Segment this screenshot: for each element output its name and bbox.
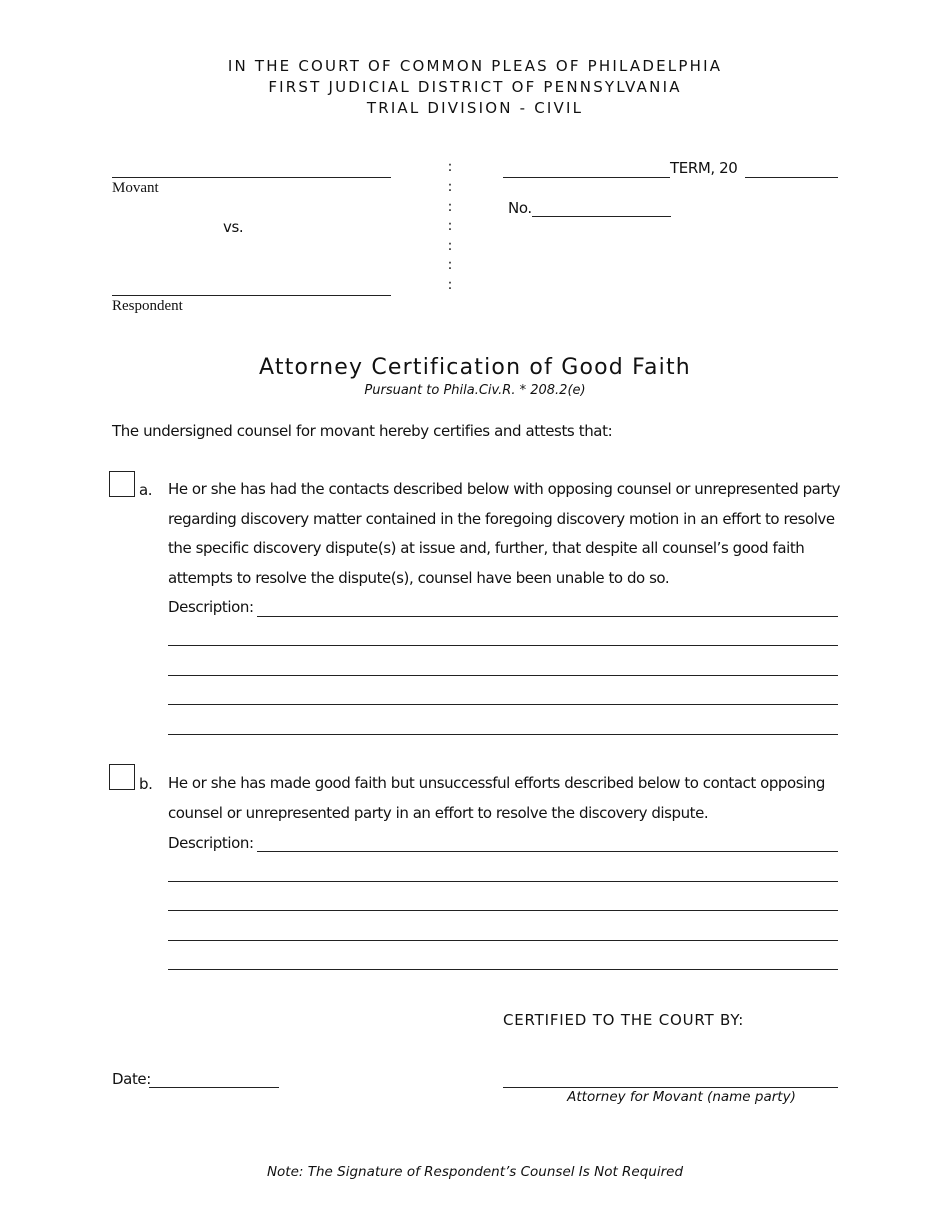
option-b-description-label: Description:: [168, 834, 254, 852]
option-a-description-line[interactable]: [257, 616, 838, 617]
district-line: FIRST JUDICIAL DISTRICT OF PENNSYLVANIA: [268, 78, 682, 96]
option-a-text: He or she has had the contacts described below with opposing counsel or unrepresented party regarding discovery matter contained in the foregoing discovery motion in an effort to resolve the specific discovery dispute(s) at issue and, further, that despite all counsel’s good faith attempts to resolve the dispute(s), counsel have been unable to do so.: [168, 480, 840, 587]
option-b-text: He or she has made good faith but unsuccessful efforts described below to contact opposing counsel or unrepresented party in an effort to resolve the discovery dispute.: [168, 774, 825, 822]
form-subtitle: Pursuant to Phila.Civ.R. * 208.2(e): [364, 383, 586, 398]
option-b-description-line[interactable]: [168, 969, 838, 970]
respondent-field[interactable]: [112, 277, 391, 296]
movant-label: Movant: [112, 180, 159, 196]
term-month-field[interactable]: [503, 159, 670, 178]
court-name-line: IN THE COURT OF COMMON PLEAS OF PHILADELPHIA: [227, 57, 723, 75]
caption-colon: :: [447, 218, 453, 234]
caption-colon: :: [447, 277, 453, 293]
option-a-description-line[interactable]: [168, 675, 838, 676]
date-field[interactable]: [149, 1069, 279, 1088]
caption-colon: :: [447, 179, 453, 195]
option-b-description-line[interactable]: [168, 910, 838, 911]
option-b-description-line[interactable]: [257, 851, 838, 852]
vs-label: vs.: [223, 218, 244, 236]
option-b-letter: b.: [139, 775, 153, 793]
caption-colon: :: [447, 159, 453, 175]
term-label: TERM, 20: [670, 159, 738, 177]
form-title: Attorney Certification of Good Faith: [259, 355, 691, 380]
attorney-signature-field[interactable]: [503, 1069, 838, 1088]
option-a-letter: a.: [139, 481, 153, 499]
option-a-description-label: Description:: [168, 598, 254, 616]
caption-colon: :: [447, 238, 453, 254]
option-a-checkbox[interactable]: [109, 471, 135, 497]
division-line: TRIAL DIVISION - CIVIL: [366, 99, 584, 117]
intro-text: The undersigned counsel for movant hereby certifies and attests that:: [112, 422, 613, 440]
date-label: Date:: [112, 1070, 151, 1088]
case-number-field[interactable]: [532, 198, 671, 217]
option-b-description-line[interactable]: [168, 881, 838, 882]
certified-label: CERTIFIED TO THE COURT BY:: [503, 1011, 745, 1029]
term-year-field[interactable]: [745, 159, 838, 178]
option-a-description-line[interactable]: [168, 704, 838, 705]
respondent-label: Respondent: [112, 298, 183, 314]
option-a-description-line[interactable]: [168, 645, 838, 646]
caption-colon: :: [447, 199, 453, 215]
option-b-description-line[interactable]: [168, 940, 838, 941]
option-a-description-line[interactable]: [168, 734, 838, 735]
movant-field[interactable]: [112, 159, 391, 178]
footer-note: Note: The Signature of Respondent’s Counsel Is Not Required: [266, 1164, 684, 1180]
attorney-label: Attorney for Movant (name party): [567, 1089, 796, 1105]
option-b-checkbox[interactable]: [109, 764, 135, 790]
caption-colon: :: [447, 257, 453, 273]
number-label: No.: [508, 199, 532, 217]
